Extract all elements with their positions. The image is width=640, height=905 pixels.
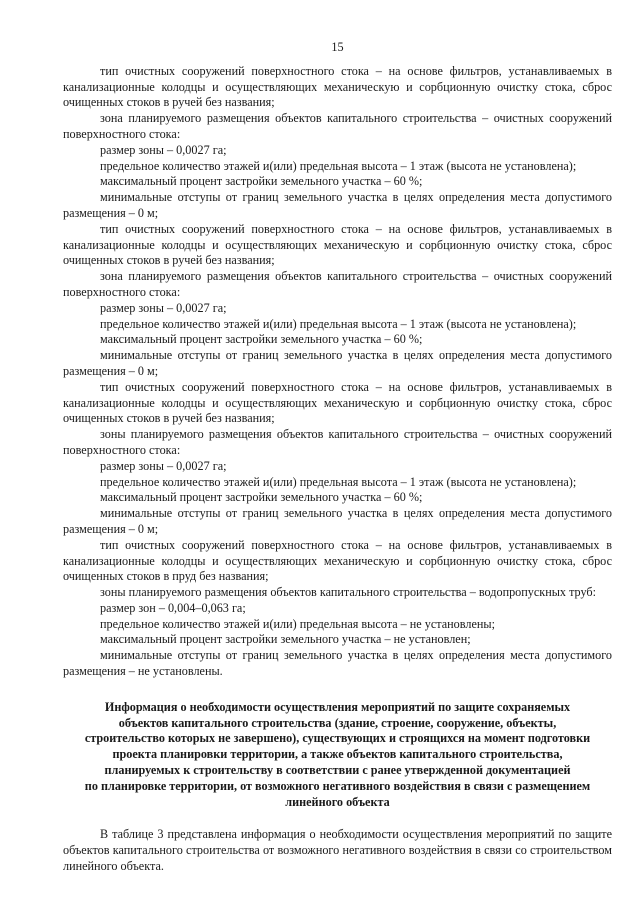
heading-line: Информация о необходимости осуществления мероприятий по защите сохраняемых	[104, 699, 571, 714]
paragraph: размер зоны – 0,0027 га;	[100, 458, 227, 473]
paragraph: тип очистных сооружений поверхностного стока – на основе фильтров, устанавливаемых в канализационные колодцы и осуществляющих механическую и сорбционную очистку стока, сброс очищенных стоков в пруд без названия;	[63, 537, 612, 584]
paragraph: тип очистных сооружений поверхностного стока – на основе фильтров, устанавливаемых в канализационные колодцы и осуществляющих механическую и сорбционную очистку стока, сброс очищенных стоков в ручей без названия;	[63, 63, 612, 110]
paragraph: максимальный процент застройки земельного участка – 60 %;	[100, 332, 423, 347]
page-number: 15	[331, 40, 344, 54]
paragraph: предельное количество этажей и(или) предельная высота – 1 этаж (высота не установлена);	[100, 158, 577, 173]
paragraph: размер зоны – 0,0027 га;	[100, 300, 227, 315]
paragraph: предельное количество этажей и(или) предельная высота – 1 этаж (высота не установлена);	[100, 316, 577, 331]
paragraph: максимальный процент застройки земельного участка – 60 %;	[100, 174, 423, 189]
heading-line: проекта планировки территории, а также объектов капитального строительства,	[112, 747, 563, 762]
paragraph: минимальные отступы от границ земельного участка в целях определения места допустимого размещения – 0 м;	[63, 506, 612, 536]
final-paragraph: В таблице 3 представлена информация о необходимости осуществления мероприятий по защите объектов капитального строительства от возможного негативного воздействия в связи со строительством линейного объекта.	[63, 827, 612, 874]
paragraph: предельное количество этажей и(или) предельная высота – не установлены;	[100, 616, 495, 631]
paragraph: максимальный процент застройки земельного участка – 60 %;	[100, 490, 423, 505]
section-heading	[63, 700, 612, 811]
paragraph: предельное количество этажей и(или) предельная высота – 1 этаж (высота не установлена);	[100, 474, 577, 489]
paragraph: зона планируемого размещения объектов капитального строительства – очистных сооружений поверхностного стока:	[63, 269, 612, 299]
paragraph: зоны планируемого размещения объектов капитального строительства – очистных сооружений поверхностного стока:	[63, 427, 612, 457]
paragraph: размер зоны – 0,0027 га;	[100, 142, 227, 157]
heading-line: объектов капитального строительства (здание, строение, сооружение, объекты,	[118, 715, 557, 730]
paragraph: тип очистных сооружений поверхностного стока – на основе фильтров, устанавливаемых в канализационные колодцы и осуществляющих механическую и сорбционную очистку стока, сброс очищенных стоков в ручей без названия;	[63, 221, 612, 268]
paragraph: минимальные отступы от границ земельного участка в целях определения места допустимого размещения – 0 м;	[63, 190, 612, 220]
paragraph: минимальные отступы от границ земельного участка в целях определения места допустимого размещения – 0 м;	[63, 348, 612, 378]
body-text	[63, 64, 612, 680]
paragraph: максимальный процент застройки земельного участка – не установлен;	[100, 632, 471, 647]
paragraph: зона планируемого размещения объектов капитального строительства – очистных сооружений поверхностного стока:	[63, 111, 612, 141]
paragraph: зоны планируемого размещения объектов капитального строительства – водопропускных труб:	[100, 585, 597, 600]
paragraph: минимальные отступы от границ земельного участка в целях определения места допустимого размещения – не установлены.	[63, 648, 612, 679]
heading-line: строительство которых не завершено), существующих и строящихся на момент подготовки	[84, 731, 591, 746]
paragraph: размер зон – 0,004–0,063 га;	[100, 600, 246, 615]
paragraph: тип очистных сооружений поверхностного стока – на основе фильтров, устанавливаемых в канализационные колодцы и осуществляющих механическую и сорбционную очистку стока, сброс очищенных стоков в ручей без названия;	[63, 379, 612, 426]
heading-line: планируемых к строительству в соответствии с ранее утвержденной документацией	[104, 763, 571, 778]
heading-line: линейного объекта	[285, 794, 390, 809]
heading-line: по планировке территории, от возможного негативного воздействия в связи с размещением	[84, 778, 591, 793]
